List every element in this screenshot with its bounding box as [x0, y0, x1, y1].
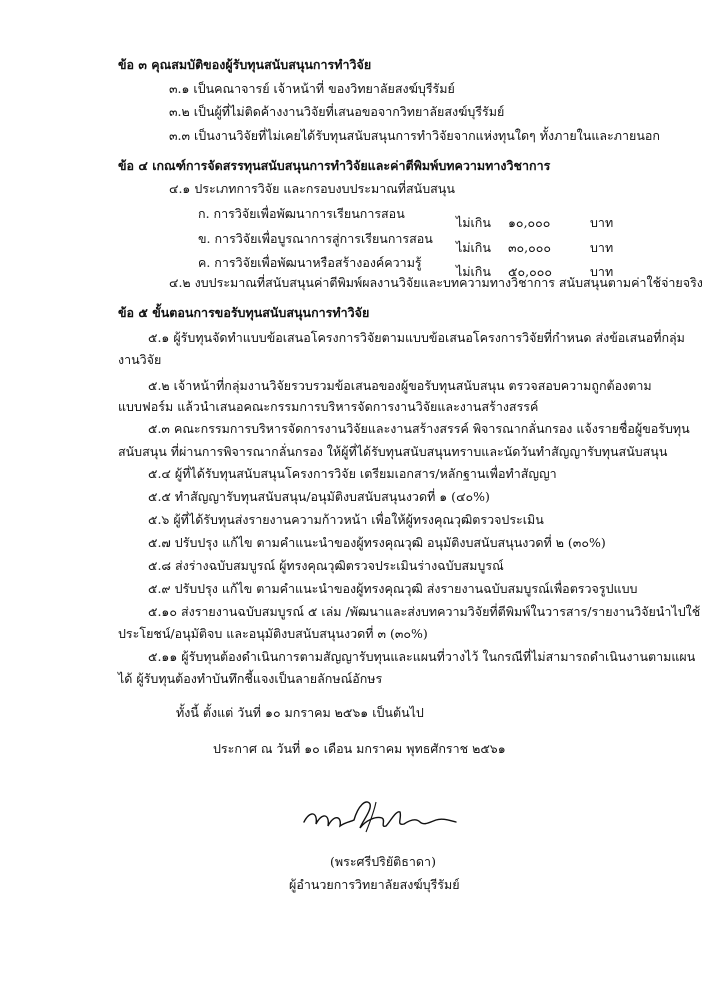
section-3-heading: ข้อ ๓ คุณสมบัติของผู้รับทุนสนับสนุนการทำวิจัย: [118, 57, 372, 72]
budget-row-c-amount: ๕๐,๐๐๐: [508, 264, 552, 279]
signatory-title: ผู้อำนวยการวิทยาลัยสงฆ์บุรีรัมย์: [289, 877, 460, 892]
step-5-1-line-1: ๕.๑ ผู้รับทุนจัดทำแบบข้อเสนอโครงการวิจัยตามแบบข้อเสนอโครงการวิจัยที่กำหนด ส่งข้อเสนอที่กลุ่ม: [148, 330, 685, 345]
step-5-10-line-1: ๕.๑๐ ส่งรายงานฉบับสมบูรณ์ ๕ เล่ม /พัฒนาและส่งบทความวิจัยที่ตีพิมพ์ในวารสาร/รายงานวิจัยนำไปใช้: [148, 604, 701, 619]
budget-row-a-limit: ไม่เกิน: [456, 215, 491, 230]
step-5-4: ๕.๔ ผู้ที่ได้รับทุนสนับสนุนโครงการวิจัย เตรียมเอกสาร/หลักฐานเพื่อทำสัญญา: [148, 466, 557, 481]
step-5-7: ๕.๗ ปรับปรุง แก้ไข ตามคำแนะนำของผู้ทรงคุณวุฒิ อนุมัติงบสนับสนุนงวดที่ ๒ (๓๐%): [148, 535, 606, 550]
section-4-sub-1: ๔.๑ ประเภทการวิจัย และกรอบงบประมาณที่สนับสนุน: [169, 181, 455, 196]
step-5-6: ๕.๖ ผู้ที่ได้รับทุนส่งรายงานความก้าวหน้า เพื่อให้ผู้ทรงคุณวุฒิตรวจประเมิน: [148, 512, 544, 527]
budget-row-b-label: ข. การวิจัยเพื่อบูรณาการสู่การเรียนการสอน: [198, 231, 433, 246]
section-3-item-3: ๓.๓ เป็นงานวิจัยที่ไม่เคยได้รับทุนสนับสนุนการทำวิจัยจากแห่งทุนใดๆ ทั้งภายในและภายนอก: [169, 128, 660, 143]
step-5-10-line-2: ประโยชน์/อนุมัติจบ และอนุมัติงบสนับสนุนงวดที่ ๓ (๓๐%): [118, 626, 428, 641]
budget-row-c-unit: บาท: [590, 264, 614, 279]
budget-row-c-limit: ไม่เกิน: [456, 264, 491, 279]
section-5-heading: ข้อ ๕ ขั้นตอนการขอรับทุนสนับสนุนการทำวิจัย: [118, 305, 370, 320]
section-3-item-1: ๓.๑ เป็นคณาจารย์ เจ้าหน้าที่ ของวิทยาลัยสงฆ์บุรีรัมย์: [169, 81, 455, 96]
step-5-1-line-2: งานวิจัย: [118, 352, 162, 367]
step-5-11-line-1: ๕.๑๑ ผู้รับทุนต้องดำเนินการตามสัญญารับทุนและแผนที่วางไว้ ในกรณีที่ไม่สามารถดำเนินงานตามแผน: [148, 649, 696, 664]
section-4-heading: ข้อ ๔ เกณฑ์การจัดสรรทุนสนับสนุนการทำวิจัยและค่าตีพิมพ์บทความทางวิชาการ: [118, 158, 551, 173]
step-5-2-line-1: ๕.๒ เจ้าหน้าที่กลุ่มงานวิจัยรวบรวมข้อเสนอของผู้ขอรับทุนสนับสนุน ตรวจสอบความถูกต้องตาม: [148, 378, 652, 393]
step-5-11-line-2: ได้ ผู้รับทุนต้องทำบันทึกชี้แจงเป็นลายลักษณ์อักษร: [118, 671, 383, 686]
section-3-item-2: ๓.๒ เป็นผู้ที่ไม่ติดค้างงานวิจัยที่เสนอขอจากวิทยาลัยสงฆ์บุรีรัมย์: [169, 104, 505, 119]
budget-row-b-unit: บาท: [590, 240, 614, 255]
budget-row-b-limit: ไม่เกิน: [456, 240, 491, 255]
budget-row-a-unit: บาท: [590, 215, 614, 230]
effective-date: ทั้งนี้ ตั้งแต่ วันที่ ๑๐ มกราคม ๒๕๖๑ เป็นต้นไป: [176, 705, 424, 720]
budget-row-a-label: ก. การวิจัยเพื่อพัฒนาการเรียนการสอน: [198, 206, 405, 221]
step-5-5: ๕.๕ ทำสัญญารับทุนสนับสนุน/อนุมัติงบสนับสนุนงวดที่ ๑ (๔๐%): [148, 489, 490, 504]
budget-row-a-amount: ๑๐,๐๐๐: [508, 215, 551, 230]
step-5-8: ๕.๘ ส่งร่างฉบับสมบูรณ์ ผู้ทรงคุณวุฒิตรวจประเมินร่างฉบับสมบูรณ์: [148, 558, 504, 573]
signature-image: [300, 792, 460, 840]
announcement-date: ประกาศ ณ วันที่ ๑๐ เดือน มกราคม พุทธศักราช ๒๕๖๑: [213, 741, 506, 756]
budget-row-c-label: ค. การวิจัยเพื่อพัฒนาหรือสร้างองค์ความรู้: [198, 255, 422, 270]
step-5-3-line-2: สนับสนุน ที่ผ่านการพิจารณากลั่นกรอง ให้ผู้ที่ได้รับทุนสนับสนุนทราบและนัดวันทำสัญญารับทุนสนับสนุน: [118, 444, 668, 459]
step-5-9: ๕.๙ ปรับปรุง แก้ไข ตามคำแนะนำของผู้ทรงคุณวุฒิ ส่งรายงานฉบับสมบูรณ์เพื่อตรวจรูปแบบ: [148, 581, 638, 596]
budget-row-b-amount: ๓๐,๐๐๐: [508, 240, 552, 255]
section-4-sub-2: ๔.๒ งบประมาณที่สนับสนุนค่าตีพิมพ์ผลงานวิจัยและบทความทางวิชาการ สนับสนุนตามค่าใช้จ่ายจริง: [169, 275, 703, 290]
step-5-3-line-1: ๕.๓ คณะกรรมการบริหารจัดการงานวิจัยและงานสร้างสรรค์ พิจารณากลั่นกรอง แจ้งรายชื่อผู้ขอรับทุน: [148, 421, 690, 436]
step-5-2-line-2: แบบฟอร์ม แล้วนำเสนอคณะกรรมการบริหารจัดการงานวิจัยและงานสร้างสรรค์: [118, 399, 539, 414]
signatory-name: (พระศรีปริยัติธาดา): [330, 854, 436, 869]
